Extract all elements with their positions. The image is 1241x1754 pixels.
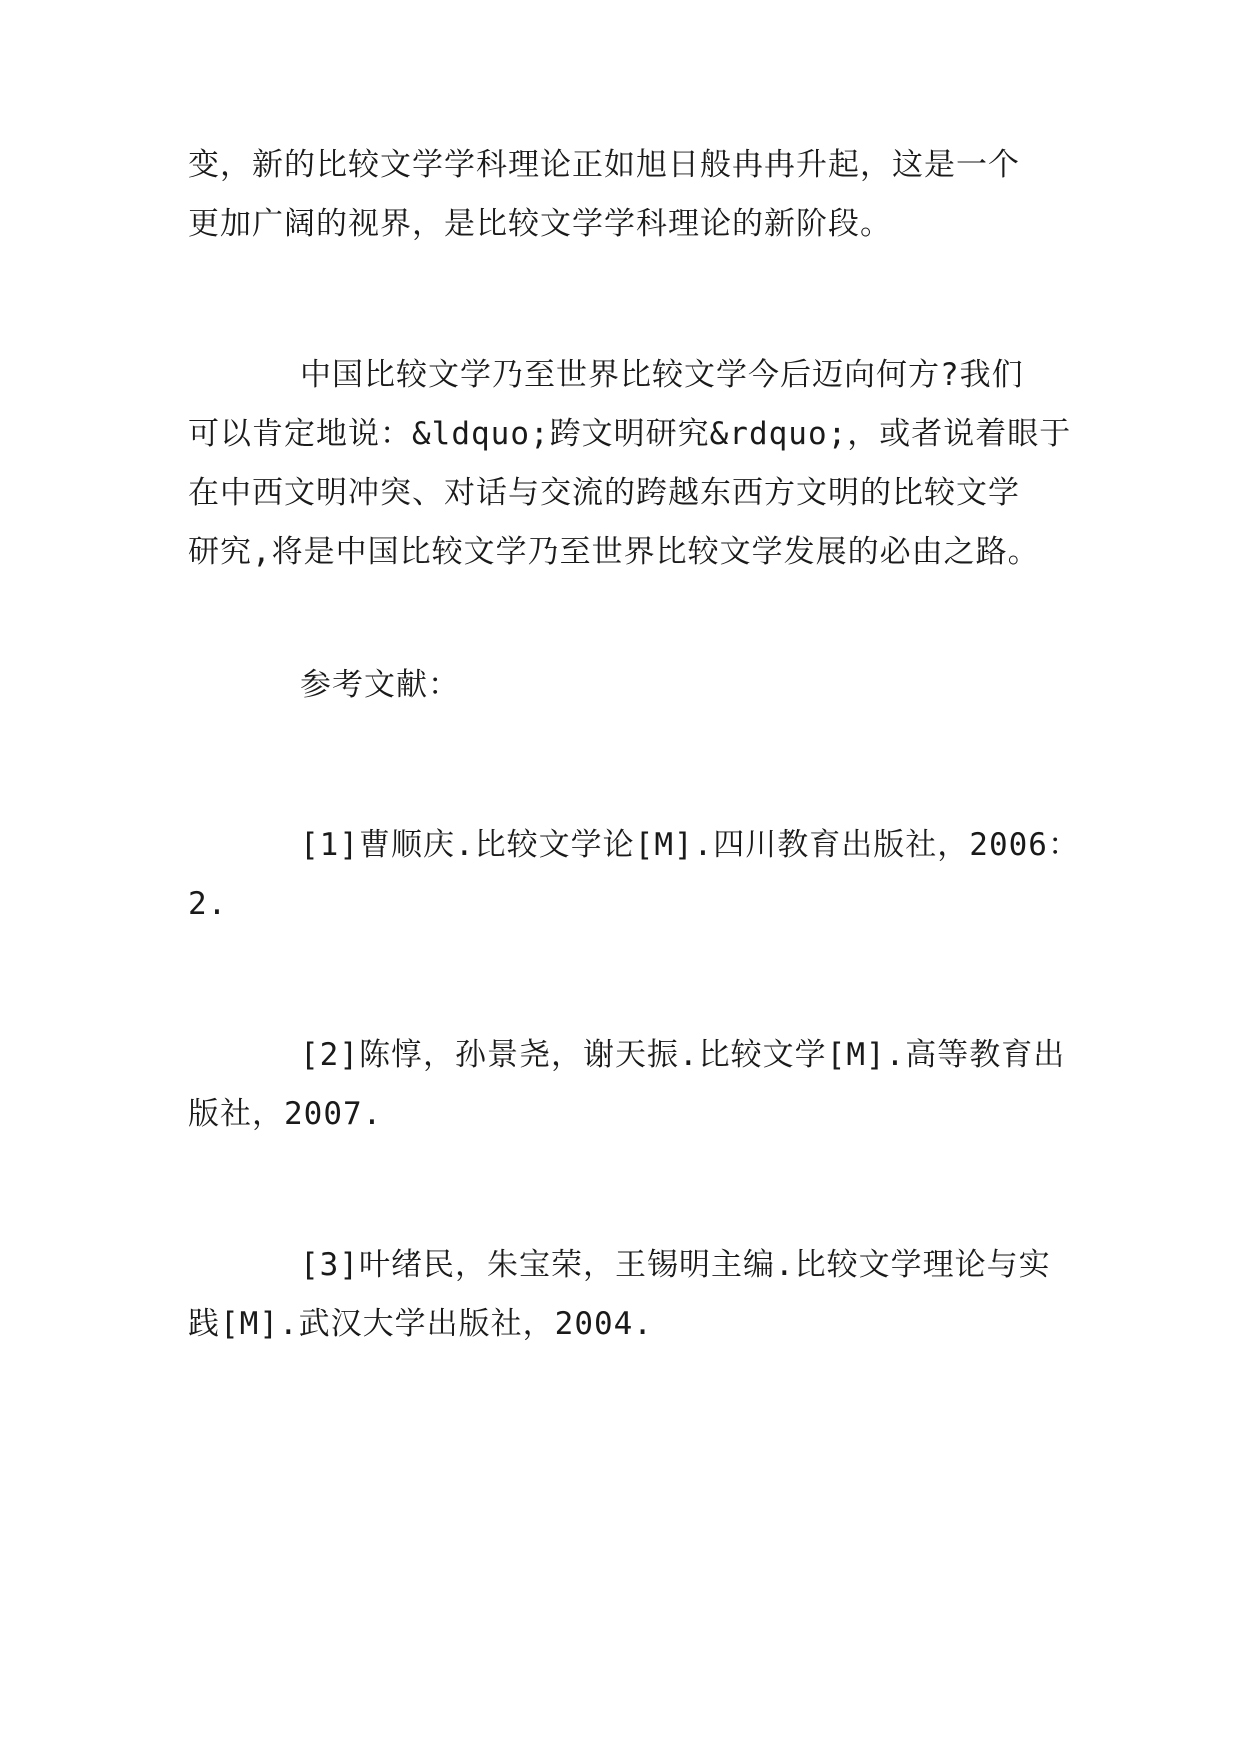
- text-line: [3]叶绪民，朱宝荣，王锡明主编.比较文学理论与实: [300, 1247, 1051, 1283]
- text-line: 版社，2007.: [188, 1096, 383, 1132]
- text-line: 变，新的比较文学学科理论正如旭日般冉冉升起，这是一个: [188, 147, 1020, 183]
- text-line: 中国比较文学乃至世界比较文学今后迈向何方?我们: [300, 357, 1024, 393]
- reference-item: [188, 816, 1080, 934]
- text-line: 可以肯定地说：&ldquo;跨文明研究&rdquo;，或者说着眼于: [188, 416, 1072, 452]
- paragraph-conclusion-end: [188, 136, 1058, 254]
- text-line: 2.: [188, 886, 228, 922]
- references-heading: [188, 656, 1058, 715]
- text-line: 践[M].武汉大学出版社，2004.: [188, 1306, 653, 1342]
- text-line: 更加广阔的视界，是比较文学学科理论的新阶段。: [188, 206, 892, 242]
- text-line: 研究,将是中国比较文学乃至世界比较文学发展的必由之路。: [188, 534, 1040, 570]
- reference-item: [188, 1026, 1066, 1144]
- text-line: [2]陈惇，孙景尧，谢天振.比较文学[M].高等教育出: [300, 1037, 1066, 1073]
- heading-text: 参考文献：: [300, 667, 460, 703]
- text-line: [1]曹顺庆.比较文学论[M].四川教育出版社，2006：: [300, 827, 1080, 863]
- paragraph-future-direction: [188, 346, 1072, 582]
- reference-item: [188, 1236, 1058, 1354]
- text-line: 在中西文明冲突、对话与交流的跨越东西方文明的比较文学: [188, 475, 1020, 511]
